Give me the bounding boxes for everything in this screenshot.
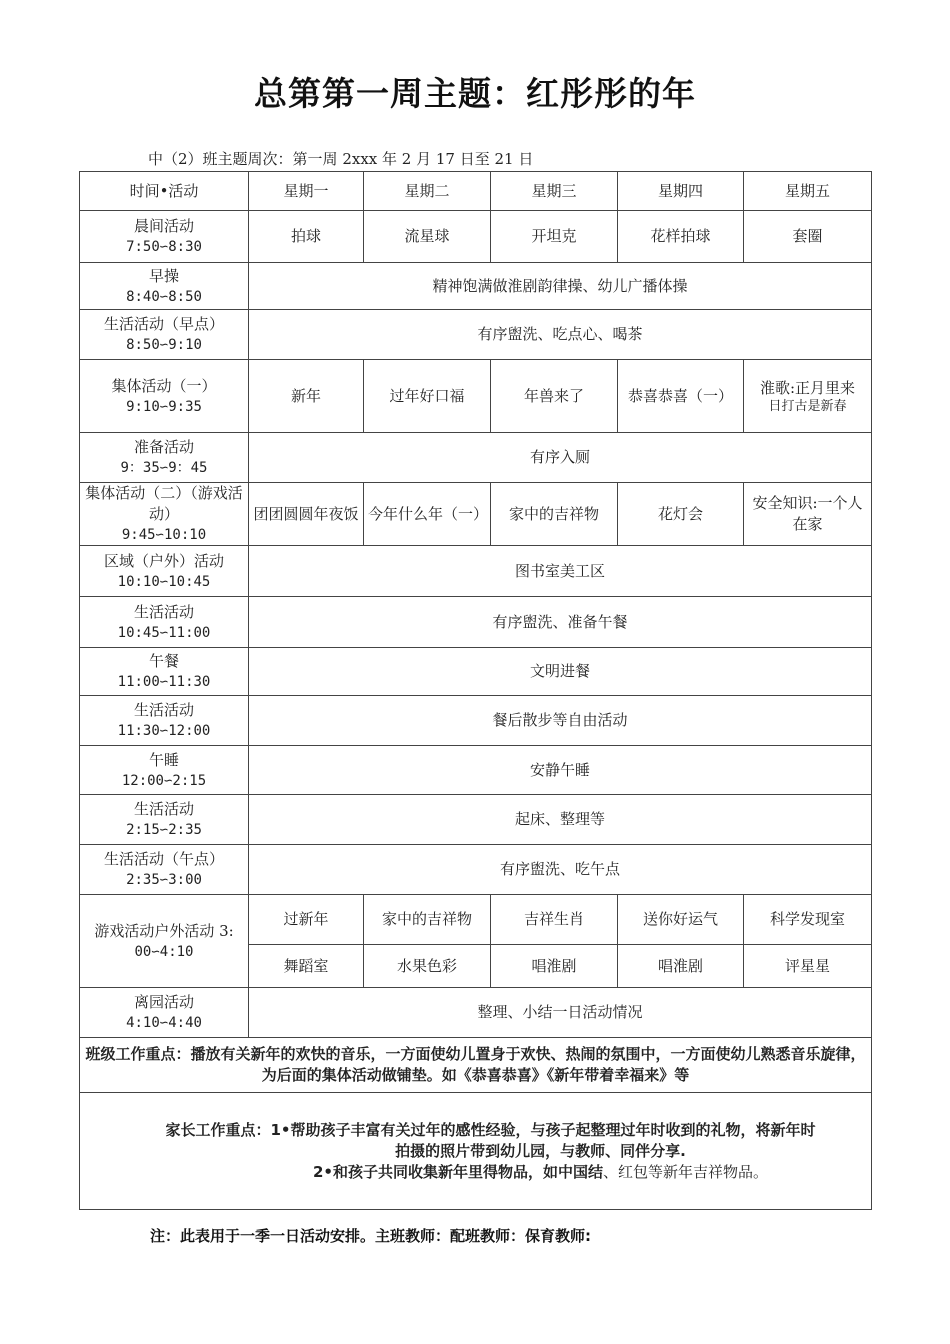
row-label: 生活活动 10:45∽11:00 <box>80 597 249 648</box>
header-wednesday: 星期三 <box>491 172 618 211</box>
parent-focus-line-1: 家长工作重点：1•帮助孩子丰富有关过年的感性经验，与孩子起整理过年时收到的礼物，将新年时 <box>165 1120 816 1139</box>
cell-thu: 恭喜恭喜（一） <box>618 360 744 433</box>
cell-mon: 团团圆圆年夜饭 <box>249 483 364 546</box>
row-morning <box>80 211 872 263</box>
row-label: 集体活动（二）（游戏活动） 9:45∽10:10 <box>80 483 249 546</box>
footer-note: 注：此表用于一季一日活动安排。主班教师：配班教师：保育教师: <box>150 1227 592 1245</box>
page-title: 总第第一周主题：红彤彤的年 <box>254 74 696 113</box>
cell-thu: 花灯会 <box>618 483 744 546</box>
row-group-activity-1 <box>80 360 872 433</box>
row-life-1 <box>80 597 872 648</box>
row-content: 安静午睡 <box>249 746 872 795</box>
class-work-focus: 班级工作重点：播放有关新年的欢快的音乐，一方面使幼儿置身于欢快、热闹的氛围中，一方面使幼儿熟悉音乐旋律，为后面的集体活动做铺垫。如《恭喜恭喜》《新年带着幸福来》等 <box>80 1038 872 1093</box>
cell-mon: 新年 <box>249 360 364 433</box>
parent-focus-line-2: 拍摄的照片带到幼儿园，与教师、同伴分享. <box>395 1141 686 1160</box>
row-content: 精神饱满做淮剧韵律操、幼儿广播体操 <box>249 263 872 310</box>
cell-tue: 流星球 <box>364 211 491 263</box>
cell-tue: 今年什么年（一） <box>364 483 491 546</box>
cell-wed: 唱淮剧 <box>491 945 618 988</box>
row-content: 图书室美工区 <box>249 546 872 597</box>
row-afternoon-snack <box>80 845 872 895</box>
cell-tue: 水果色彩 <box>364 945 491 988</box>
row-group-activity-2 <box>80 483 872 546</box>
row-label: 准备活动 9：35∽9：45 <box>80 433 249 483</box>
cell-wed: 年兽来了 <box>491 360 618 433</box>
row-content: 起床、整理等 <box>249 795 872 845</box>
row-life-3 <box>80 795 872 845</box>
weekly-schedule-table <box>79 171 872 1210</box>
row-content: 有序盥洗、准备午餐 <box>249 597 872 648</box>
class-week-info: 中（2）班主题周次：第一周 2xxx 年 2 月 17 日至 21 日 <box>148 150 534 168</box>
header-monday: 星期一 <box>249 172 364 211</box>
row-class-focus <box>80 1038 872 1093</box>
cell-fri: 套圈 <box>744 211 872 263</box>
parent-focus-line-3: 2•和孩子共同收集新年里得物品，如中国结、红包等新年吉祥物品。 <box>312 1162 769 1181</box>
row-content: 有序盥洗、吃点心、喝茶 <box>249 310 872 360</box>
row-prep <box>80 433 872 483</box>
cell-fri: 淮歌:正月里来 日打古是新春 <box>744 360 872 433</box>
parent-work-focus <box>80 1093 872 1210</box>
row-label: 生活活动（早点） 8:50∽9:10 <box>80 310 249 360</box>
row-label: 晨间活动 7:50∽8:30 <box>80 211 249 263</box>
cell-fri: 评星星 <box>744 945 872 988</box>
row-label: 集体活动（一） 9:10∽9:35 <box>80 360 249 433</box>
row-nap <box>80 746 872 795</box>
cell-mon: 过新年 <box>249 895 364 945</box>
row-content: 有序盥洗、吃午点 <box>249 845 872 895</box>
header-row <box>80 172 872 211</box>
cell-tue: 过年好口福 <box>364 360 491 433</box>
cell-mon: 舞蹈室 <box>249 945 364 988</box>
row-content: 文明进餐 <box>249 648 872 696</box>
row-content: 有序入厕 <box>249 433 872 483</box>
cell-tue: 家中的吉祥物 <box>364 895 491 945</box>
row-label: 生活活动（午点） 2:35∽3:00 <box>80 845 249 895</box>
row-label: 生活活动 11:30∽12:00 <box>80 696 249 746</box>
cell-wed: 开坦克 <box>491 211 618 263</box>
row-label: 午睡 12:00∽2:15 <box>80 746 249 795</box>
cell-wed: 家中的吉祥物 <box>491 483 618 546</box>
cell-wed: 吉祥生肖 <box>491 895 618 945</box>
row-exercise <box>80 263 872 310</box>
row-leave <box>80 988 872 1038</box>
header-friday: 星期五 <box>744 172 872 211</box>
row-label: 离园活动 4:10∽4:40 <box>80 988 249 1038</box>
cell-fri: 科学发现室 <box>744 895 872 945</box>
cell-mon: 拍球 <box>249 211 364 263</box>
cell-thu: 送你好运气 <box>618 895 744 945</box>
row-snack <box>80 310 872 360</box>
row-content: 整理、小结一日活动情况 <box>249 988 872 1038</box>
header-tuesday: 星期二 <box>364 172 491 211</box>
header-time-activity: 时间•活动 <box>80 172 249 211</box>
row-content: 餐后散步等自由活动 <box>249 696 872 746</box>
row-games-a <box>80 895 872 945</box>
row-life-2 <box>80 696 872 746</box>
row-label: 早操 8:40∽8:50 <box>80 263 249 310</box>
row-label: 区域（户外）活动 10:10∽10:45 <box>80 546 249 597</box>
row-label: 生活活动 2:15∽2:35 <box>80 795 249 845</box>
cell-thu: 唱淮剧 <box>618 945 744 988</box>
row-label: 午餐 11:00∽11:30 <box>80 648 249 696</box>
cell-thu: 花样拍球 <box>618 211 744 263</box>
cell-fri: 安全知识:一个人在家 <box>744 483 872 546</box>
row-label: 游戏活动户外活动 3: 00∽4:10 <box>80 895 249 988</box>
row-parent-focus <box>80 1093 872 1210</box>
header-thursday: 星期四 <box>618 172 744 211</box>
row-lunch <box>80 648 872 696</box>
row-area <box>80 546 872 597</box>
